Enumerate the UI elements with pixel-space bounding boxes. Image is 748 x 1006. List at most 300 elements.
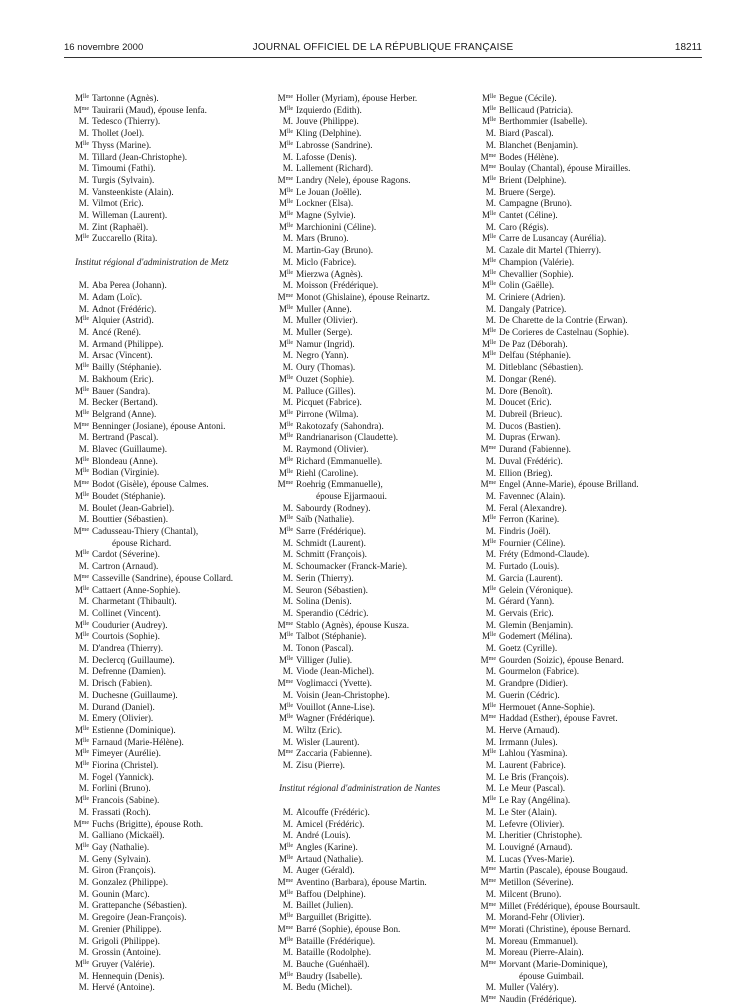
person-name: Bailly (Stéphanie). <box>92 362 162 373</box>
list-item <box>72 819 268 831</box>
person-name: Dubreil (Brieuc). <box>499 408 563 419</box>
civility-suffix: lle <box>287 971 293 978</box>
person-name: Landry (Nele), épouse Ragons. <box>296 174 411 185</box>
civility-abbrev: M. <box>78 303 89 314</box>
civility-abbrev: M. <box>485 315 496 326</box>
civility-title <box>479 924 499 936</box>
civility-abbrev: M. <box>485 198 496 209</box>
list-item <box>276 807 474 819</box>
list-item <box>276 959 474 971</box>
list-item <box>72 198 268 210</box>
civility-abbrev: M <box>74 93 83 103</box>
list-item <box>72 374 268 386</box>
person-name: Marchionini (Céline). <box>296 221 377 232</box>
civility-abbrev: M <box>74 385 83 396</box>
civility-title <box>72 666 92 678</box>
civility-abbrev: M. <box>78 947 89 958</box>
person-name: Holler (Myriam), épouse Herber. <box>296 93 418 103</box>
civility-suffix: lle <box>490 351 496 358</box>
header-rule <box>64 57 702 58</box>
list-item <box>479 269 699 281</box>
civility-title <box>479 222 499 234</box>
civility-title <box>479 280 499 292</box>
civility-title <box>72 526 92 538</box>
person-name: Courtois (Sophie). <box>92 631 160 642</box>
civility-suffix: lle <box>83 960 89 966</box>
list-item <box>72 608 268 620</box>
civility-abbrev: M. <box>485 128 496 139</box>
civility-title <box>72 912 92 924</box>
civility-abbrev: M <box>278 268 287 279</box>
list-item <box>276 350 474 362</box>
list-item <box>72 526 268 538</box>
civility-abbrev: M. <box>78 198 89 209</box>
civility-title <box>72 585 92 597</box>
civility-abbrev: M <box>481 795 490 806</box>
list-item <box>276 690 474 702</box>
list-item <box>479 350 699 362</box>
civility-title <box>276 854 296 866</box>
civility-title <box>276 350 296 362</box>
list-item <box>276 397 474 409</box>
person-name: Chevallier (Sophie). <box>499 268 574 279</box>
person-name: Ellion (Brieg). <box>499 467 553 478</box>
civility-abbrev: M. <box>78 210 89 221</box>
list-item <box>479 222 699 234</box>
civility-abbrev: M <box>480 654 489 665</box>
person-name: Ferron (Karine). <box>499 514 560 525</box>
list-item <box>72 233 268 245</box>
list-item <box>479 432 699 444</box>
list-item <box>72 631 268 643</box>
civility-abbrev: M <box>278 210 287 221</box>
person-name: Gérard (Yann). <box>499 596 555 607</box>
list-item <box>72 432 268 444</box>
civility-abbrev: M. <box>485 420 496 431</box>
list-item <box>276 982 474 994</box>
civility-title <box>479 526 499 538</box>
civility-abbrev: M. <box>78 923 89 934</box>
spacer <box>276 772 474 784</box>
list-item <box>479 620 699 632</box>
civility-abbrev: M. <box>485 736 496 747</box>
person-name: Bakhoum (Eric). <box>92 373 154 384</box>
civility-suffix: lle <box>287 655 293 662</box>
person-name: Ditleblanc (Sébastien). <box>499 362 584 373</box>
person-name: Le Bris (François). <box>499 771 569 782</box>
civility-suffix: me <box>81 526 89 533</box>
civility-title <box>479 783 499 795</box>
civility-suffix: lle <box>287 515 293 522</box>
list-item <box>479 608 699 620</box>
list-item <box>479 479 699 491</box>
list-item <box>72 362 268 374</box>
civility-abbrev: M. <box>485 724 496 735</box>
person-name: Gruyer (Valérie). <box>92 959 155 969</box>
civility-abbrev: M. <box>78 186 89 197</box>
civility-title <box>479 93 499 105</box>
civility-abbrev: M. <box>485 912 496 923</box>
civility-title <box>276 140 296 152</box>
civility-title <box>72 596 92 608</box>
list-item <box>276 140 474 152</box>
person-name: Caro (Régis). <box>499 221 549 232</box>
civility-title <box>479 327 499 339</box>
person-name: Alquier (Astrid). <box>92 315 154 326</box>
civility-abbrev: M <box>481 268 490 279</box>
person-name: Muller (Serge). <box>296 327 353 338</box>
person-name: Riehl (Caroline). <box>296 467 359 478</box>
civility-title <box>276 175 296 187</box>
civility-abbrev: M. <box>282 736 293 747</box>
civility-abbrev: M <box>481 116 490 127</box>
list-item <box>72 713 268 725</box>
list-item <box>276 386 474 398</box>
civility-abbrev: M <box>278 373 287 384</box>
civility-title <box>72 339 92 351</box>
civility-abbrev: M. <box>485 666 496 677</box>
list-item <box>276 339 474 351</box>
list-item <box>479 339 699 351</box>
civility-abbrev: M. <box>485 806 496 817</box>
civility-title <box>276 748 296 760</box>
civility-title <box>276 362 296 374</box>
civility-title <box>72 819 92 831</box>
person-name: Grossin (Antoine). <box>92 947 161 958</box>
civility-title <box>72 947 92 959</box>
civility-title <box>72 362 92 374</box>
civility-abbrev: M. <box>485 678 496 689</box>
person-name: Grigoli (Philippe). <box>92 935 160 946</box>
person-name: Lefevre (Olivier). <box>499 818 565 829</box>
person-name: Geny (Sylvain). <box>92 853 151 864</box>
civility-title <box>72 971 92 983</box>
civility-title <box>276 257 296 269</box>
civility-title <box>276 912 296 924</box>
list-item <box>479 280 699 292</box>
civility-title <box>72 444 92 456</box>
person-name: Randrianarison (Claudette). <box>296 432 399 443</box>
civility-suffix: lle <box>490 328 496 335</box>
list-item <box>479 409 699 421</box>
civility-suffix: lle <box>490 515 496 522</box>
list-item <box>479 257 699 269</box>
person-name: Turgis (Sylvain). <box>92 174 155 185</box>
civility-abbrev: M. <box>485 643 496 654</box>
list-item <box>276 678 474 690</box>
civility-title <box>72 152 92 164</box>
person-name: Schmidt (Laurent). <box>296 537 366 548</box>
person-name: Delfau (Stéphanie). <box>499 350 571 361</box>
civility-title <box>479 397 499 409</box>
civility-suffix: lle <box>83 585 89 592</box>
civility-abbrev: M. <box>485 771 496 782</box>
civility-abbrev: M <box>74 959 83 969</box>
civility-abbrev: M. <box>485 385 496 396</box>
person-name: Fréty (Edmond-Claude). <box>499 549 590 560</box>
civility-title <box>479 982 499 994</box>
civility-title <box>276 737 296 749</box>
civility-abbrev: M <box>278 888 287 899</box>
person-name: Moreau (Emmanuel). <box>499 935 579 946</box>
civility-suffix: lle <box>83 620 89 627</box>
civility-abbrev: M. <box>78 689 89 700</box>
civility-suffix: me <box>81 480 89 487</box>
person-name: Bauer (Sandra). <box>92 385 151 396</box>
person-name: Baudry (Isabelle). <box>296 970 363 981</box>
list-item <box>276 269 474 281</box>
civility-suffix: me <box>488 480 496 487</box>
page-header <box>64 42 702 56</box>
civility-title <box>276 900 296 912</box>
person-name: Stablo (Agnès), épouse Kusza. <box>296 619 410 630</box>
civility-suffix: me <box>488 655 496 662</box>
person-name: Irrmann (Jules). <box>499 736 558 747</box>
person-name: Duchesne (Guillaume). <box>92 689 178 700</box>
civility-title <box>276 116 296 128</box>
civility-suffix: lle <box>490 632 496 639</box>
list-item <box>72 772 268 784</box>
civility-suffix: lle <box>83 140 89 147</box>
list-item <box>479 666 699 678</box>
civility-abbrev: M. <box>485 689 496 700</box>
list-item <box>479 421 699 433</box>
list-item <box>276 327 474 339</box>
civility-suffix: lle <box>287 527 293 534</box>
person-name: Talbot (Stéphanie). <box>296 631 367 642</box>
civility-abbrev: M. <box>78 174 89 185</box>
civility-title <box>72 807 92 819</box>
person-name: Martin (Pascale), épouse Bougaud. <box>499 865 628 876</box>
civility-title <box>276 947 296 959</box>
person-name: Sabourdy (Rodney). <box>296 502 371 513</box>
list-item <box>479 456 699 468</box>
civility-title <box>479 350 499 362</box>
civility-title <box>276 713 296 725</box>
list-item <box>276 608 474 620</box>
person-name: Grandpre (Didier). <box>499 678 568 689</box>
person-name: Charmetant (Thibault). <box>92 596 177 607</box>
civility-suffix: lle <box>83 550 89 557</box>
list-item <box>276 643 474 655</box>
civility-title <box>276 128 296 140</box>
person-name: Tartonne (Agnès). <box>92 93 159 103</box>
civility-title <box>479 386 499 398</box>
civility-abbrev: M <box>481 748 490 759</box>
civility-abbrev: M <box>480 959 489 970</box>
list-item <box>276 233 474 245</box>
list-item <box>72 936 268 948</box>
person-name: Declercq (Guillaume). <box>92 654 175 665</box>
civility-abbrev: M <box>74 549 83 560</box>
list-item <box>72 421 268 433</box>
person-name: Schoumacker (Franck-Marie). <box>296 561 408 572</box>
civility-title <box>479 257 499 269</box>
civility-title <box>479 140 499 152</box>
list-item <box>72 479 268 491</box>
civility-suffix: lle <box>287 199 293 206</box>
person-name: Louvigné (Arnaud). <box>499 842 573 852</box>
person-name: Rakotozafy (Sahondra). <box>296 420 384 431</box>
civility-abbrev: M. <box>485 467 496 478</box>
list-item <box>276 503 474 515</box>
civility-title <box>479 585 499 597</box>
list-item <box>479 643 699 655</box>
civility-abbrev: M. <box>485 373 496 384</box>
list-item <box>479 315 699 327</box>
list-item <box>479 924 699 936</box>
person-name: Dupras (Erwan). <box>499 432 561 443</box>
civility-suffix: me <box>81 819 89 826</box>
person-name: Barré (Sophie), épouse Bon. <box>296 923 401 934</box>
civility-title <box>479 468 499 480</box>
list-item <box>72 350 268 362</box>
person-name: Farnaud (Marie-Hélène). <box>92 736 184 747</box>
civility-title <box>276 432 296 444</box>
list-item <box>276 854 474 866</box>
list-item <box>72 409 268 421</box>
civility-title <box>276 643 296 655</box>
civility-suffix: lle <box>287 105 293 112</box>
person-name: Bellicaud (Patricia). <box>499 104 573 115</box>
civility-suffix: lle <box>490 269 496 276</box>
civility-suffix: lle <box>287 854 293 861</box>
person-name: Morand-Fehr (Olivier). <box>499 912 585 923</box>
list-item <box>72 982 268 994</box>
list-item <box>276 257 474 269</box>
column-2 <box>276 93 474 994</box>
list-item <box>72 760 268 772</box>
person-name: Namur (Ingrid). <box>296 338 355 349</box>
list-item <box>72 292 268 304</box>
civility-abbrev: M <box>481 210 490 221</box>
civility-title <box>276 760 296 772</box>
civility-suffix: lle <box>490 585 496 592</box>
civility-title <box>72 725 92 737</box>
civility-title <box>72 842 92 854</box>
civility-title <box>276 315 296 327</box>
civility-abbrev: M <box>480 151 489 162</box>
civility-abbrev: M. <box>78 350 89 361</box>
civility-title <box>479 620 499 632</box>
civility-abbrev: M. <box>78 853 89 864</box>
civility-abbrev: M. <box>485 291 496 302</box>
person-name: Fournier (Céline). <box>499 537 566 548</box>
civility-abbrev: M. <box>485 607 496 618</box>
civility-title <box>479 994 499 1006</box>
list-item <box>72 128 268 140</box>
list-item <box>276 865 474 877</box>
civility-abbrev: M <box>73 479 82 490</box>
list-item <box>72 315 268 327</box>
civility-suffix: lle <box>83 468 89 475</box>
civility-title <box>479 163 499 175</box>
list-item <box>479 819 699 831</box>
civility-title <box>479 936 499 948</box>
person-name: Fimeyer (Aurélie). <box>92 748 161 759</box>
civility-abbrev: M. <box>282 350 293 361</box>
civility-abbrev: M <box>74 736 83 747</box>
person-name: Lahlou (Yasmina). <box>499 748 568 759</box>
civility-title <box>479 912 499 924</box>
civility-title <box>72 421 92 433</box>
list-item <box>276 315 474 327</box>
civility-abbrev: M <box>278 970 287 981</box>
person-name: Lucas (Yves-Marie). <box>499 853 575 864</box>
civility-abbrev: M. <box>282 537 293 548</box>
list-item <box>72 643 268 655</box>
civility-abbrev: M. <box>78 888 89 899</box>
civility-suffix: lle <box>287 187 293 194</box>
person-name: Hennequin (Denis). <box>92 970 165 981</box>
civility-title <box>276 280 296 292</box>
civility-title <box>276 889 296 901</box>
civility-abbrev: M <box>278 467 287 478</box>
civility-suffix: lle <box>287 456 293 463</box>
list-item <box>479 783 699 795</box>
civility-abbrev: M <box>480 444 489 455</box>
civility-abbrev: M. <box>485 245 496 256</box>
list-item <box>72 187 268 199</box>
person-name: Lallement (Richard). <box>296 163 374 174</box>
list-item <box>479 105 699 117</box>
civility-suffix: lle <box>490 538 496 545</box>
list-item <box>276 596 474 608</box>
civility-title <box>72 702 92 714</box>
civility-title <box>479 737 499 749</box>
civility-title <box>479 678 499 690</box>
list-item <box>72 549 268 561</box>
civility-abbrev: M <box>74 619 83 630</box>
civility-abbrev: M <box>277 291 286 302</box>
civility-title <box>479 725 499 737</box>
civility-abbrev: M <box>481 514 490 525</box>
civility-abbrev: M. <box>282 947 293 958</box>
list-item <box>72 842 268 854</box>
civility-suffix: me <box>488 866 496 873</box>
person-name: Gonzalez (Philippe). <box>92 877 169 888</box>
civility-abbrev: M <box>481 338 490 349</box>
civility-title <box>479 187 499 199</box>
person-name: Vansteenkiste (Alain). <box>92 186 174 197</box>
civility-abbrev: M <box>73 525 82 536</box>
civility-abbrev: M. <box>485 139 496 150</box>
civility-title <box>276 971 296 983</box>
list-item <box>479 503 699 515</box>
civility-suffix: lle <box>83 363 89 370</box>
list-item-continuation: épouse Richard. <box>112 537 172 548</box>
list-item <box>276 163 474 175</box>
civility-title <box>276 233 296 245</box>
person-name: Tonon (Pascal). <box>296 643 354 654</box>
civility-title <box>72 854 92 866</box>
civility-suffix: me <box>285 480 293 487</box>
civility-abbrev: M. <box>485 490 496 501</box>
person-name: Ouzet (Sophie). <box>296 373 355 384</box>
civility-abbrev: M <box>73 818 82 829</box>
list-item <box>479 889 699 901</box>
person-name: Sperandio (Cédric). <box>296 607 369 618</box>
list-item <box>479 397 699 409</box>
person-name: Carre de Lusancay (Aurélia). <box>499 233 607 244</box>
civility-title <box>479 854 499 866</box>
civility-abbrev: M <box>278 853 287 864</box>
civility-abbrev: M. <box>78 596 89 607</box>
list-item <box>72 386 268 398</box>
civility-title <box>479 409 499 421</box>
civility-suffix: lle <box>490 234 496 241</box>
person-name: Vouillot (Anne-Lise). <box>296 701 375 712</box>
